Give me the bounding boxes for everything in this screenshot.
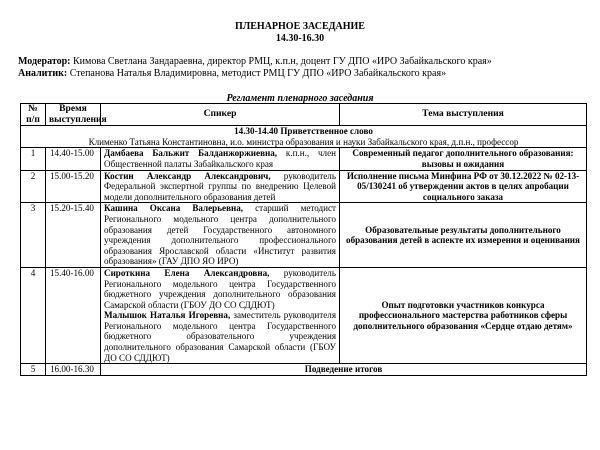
- session-time: 14.30-16.30: [275, 33, 325, 44]
- page-title: ПЛЕНАРНОЕ ЗАСЕДАНИЕ: [235, 21, 365, 32]
- row-topic: Опыт подготовки участников конкурса профессионального мастерства работников сферы дополнительного образования «Сердце отдаю детям»: [340, 267, 587, 363]
- speaker-name: Кашина Оксана Валерьевна,: [104, 203, 244, 214]
- row-topic: Современный педагог дополнительного образования: вызовы и ожидания: [340, 148, 587, 170]
- header-speaker: Спикер: [101, 104, 340, 126]
- speaker-details: руководитель Регионального модельного центра Государственного бюджетного учреждения дополнительного образования Самарской области (ГБОУ ДО СО СДДЮТ): [104, 267, 336, 310]
- welcome-row: [21, 126, 587, 148]
- row-num: 4: [21, 267, 46, 363]
- table-row: [21, 170, 587, 203]
- analyst-text: Степанова Наталья Владимировна, методист РМЦ ГУ ДПО «ИРО Забайкальского края»: [67, 68, 447, 79]
- welcome-person: Клименко Татьяна Константиновна, и.о. министра образования и науки Забайкальского края, д.п.н., профессор: [88, 136, 519, 147]
- row-time: 15.00-15.20: [46, 170, 101, 203]
- welcome-title: 14.30-14.40 Приветственное слово: [234, 126, 373, 137]
- speaker-details: к.п.н., член Общественной палаты Забайкальского края: [104, 148, 336, 169]
- header-topic: Тема выступления: [340, 104, 587, 126]
- analyst-line: [18, 68, 446, 79]
- row-speaker: [101, 267, 340, 363]
- table-row: [21, 203, 587, 268]
- row-topic: Исполнение письма Минфина РФ от 30.12.2022 № 02-13-05/130241 об утверждении актов в целях апробации социального заказа: [340, 170, 587, 203]
- welcome-cell: [21, 126, 587, 148]
- row-time: 16.00-16.30: [46, 364, 101, 376]
- speaker2-details: заместитель руководителя Регионального модельного центра Государственного бюджетного образовательного учреждения дополнительного образования Самарской области (ГБОУ ДО СО СДДЮТ): [104, 310, 337, 363]
- table-row: [21, 267, 587, 363]
- speaker-name: Дамбаева Бальжит Балданжоржиевна,: [104, 148, 278, 159]
- speaker-name: Сироткина Елена Александровна,: [104, 267, 270, 278]
- row-time: 15.20-15.40: [46, 203, 101, 268]
- row-num: 3: [21, 203, 46, 268]
- row-num: 2: [21, 170, 46, 203]
- table-header-row: [21, 104, 587, 126]
- speaker-details: старший методист Регионального модельного центра дополнительного образования детей Государственного автономного учреждения дополнительного профессионального образования Ярославской области «Институт развития образования» (ГАУ ДПО ЯО ИРО): [104, 203, 336, 267]
- speaker2-name: Малышок Наталья Игоревна,: [104, 310, 231, 321]
- row-num: 1: [21, 148, 46, 170]
- row-speaker: [101, 170, 340, 203]
- closing-cell: Подведение итогов: [101, 364, 587, 376]
- row-speaker: [101, 148, 340, 170]
- moderator-text: Кимова Светлана Зандараевна, директор РМЦ, к.п.н, доцент ГУ ДПО «ИРО Забайкальского края»: [70, 56, 492, 67]
- table-row: [21, 364, 587, 376]
- row-time: 14.40-15.00: [46, 148, 101, 170]
- schedule-table: [20, 103, 587, 376]
- moderator-line: [18, 56, 492, 67]
- header-num: № п/п: [21, 104, 46, 126]
- analyst-label: Аналитик:: [18, 68, 68, 79]
- table-row: [21, 148, 587, 170]
- speaker-name: Костин Александр Александрович,: [104, 170, 271, 181]
- moderator-label: Модератор:: [18, 56, 71, 67]
- header-time: Время выступления: [46, 104, 101, 126]
- speaker-details: руководитель Федеральной экспертной группы по внедрению Целевой модели дополнительного образования детей: [104, 170, 336, 202]
- row-time: 15.40-16.00: [46, 267, 101, 363]
- reglament-heading: Регламент пленарного заседания: [226, 93, 374, 104]
- row-num: 5: [21, 364, 46, 376]
- row-speaker: [101, 203, 340, 268]
- row-topic: Образовательные результаты дополнительного образования детей в аспекте их измерения и оценивания: [340, 203, 587, 268]
